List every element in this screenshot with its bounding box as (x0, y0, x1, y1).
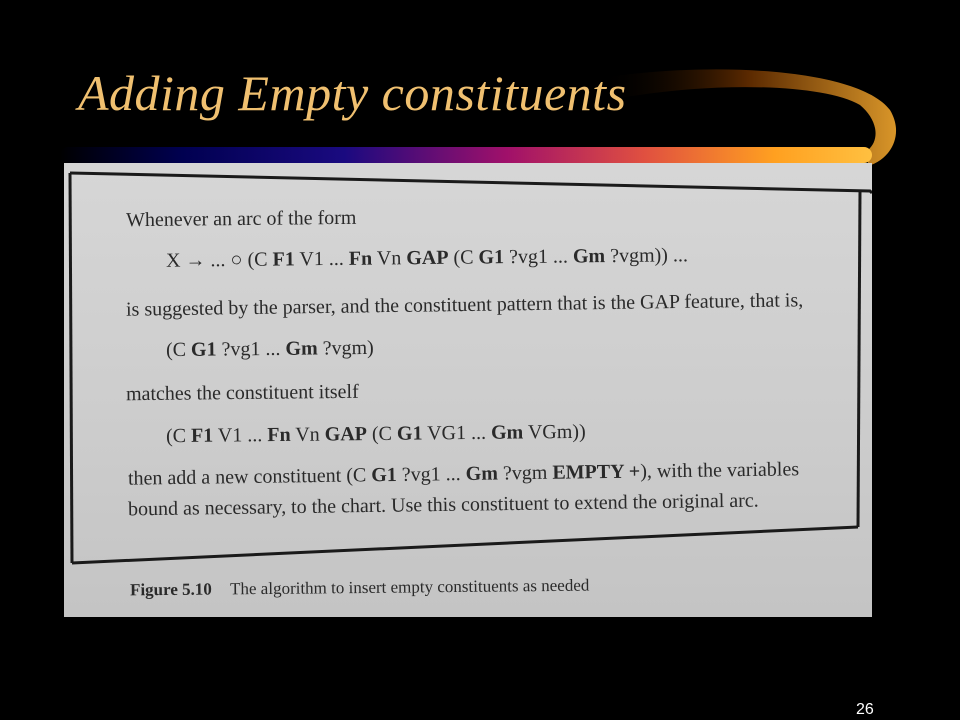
figure-line-1: Whenever an arc of the form (125, 206, 357, 232)
figure-line-6: (C F1 V1 ... Fn Vn GAP (C G1 VG1 ... Gm VGm)) (165, 420, 586, 448)
figure-photo (64, 163, 872, 617)
figure-line-5: matches the constituent itself (125, 380, 359, 406)
figure-line-4: (C G1 ?vg1 ... Gm ?vgm) (165, 336, 374, 362)
figure-caption-label: Figure 5.10 (129, 579, 212, 600)
figure-line-7: then add a new constituent (C G1 ?vg1 ... Gm ?vgm EMPTY +), with the variables (127, 458, 800, 490)
figure-line-2: X → ... ○ (C F1 V1 ... Fn Vn GAP (C G1 ?vg1 ... Gm ?vgm)) ... (165, 244, 689, 272)
slide-title: Adding Empty constituents (78, 65, 627, 121)
figure-line-8: bound as necessary, to the chart. Use this constituent to extend the original arc. (127, 489, 759, 521)
figure-line-3: is suggested by the parser, and the constituent pattern that is the GAP feature, that is, (125, 289, 804, 321)
figure-caption-text: The algorithm to insert empty constituents as needed (229, 575, 590, 599)
page-number: 26 (856, 701, 874, 718)
